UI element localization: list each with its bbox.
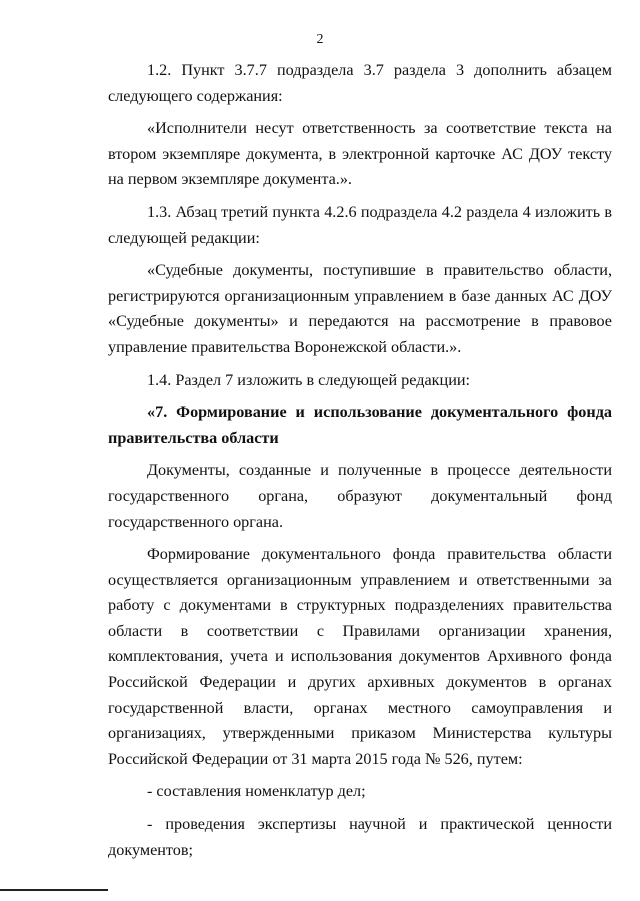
page-number: 2 xyxy=(316,32,324,47)
paragraph-formation: Формирование документального фонда правительства области осуществляется организационным управлением и ответственными за работу с документами в структурных подразделениях правительства области в соответствии с Правилами организации хранения, комплектования, учета и использования документов Архивного фонда Российской Федерации и других архивных документов в органах государственной власти, органах местного самоуправления и организациях, утвержденными приказом Министерства культуры Российской Федерации от 31 марта 2015 года № 526, путем: xyxy=(108,545,612,768)
paragraph-1-3: 1.3. Абзац третий пункта 4.2.6 подраздела 4.2 раздела 4 изложить в следующей редакции: xyxy=(108,202,612,247)
paragraph-1-2-quote: «Исполнители несут ответственность за соответствие текста на втором экземпляре документа, в электронной карточке АС ДОУ тексту на первом экземпляре документа.». xyxy=(108,119,612,189)
paragraph-1-4: 1.4. Раздел 7 изложить в следующей редакции: xyxy=(147,370,471,389)
footnote-rule xyxy=(0,889,108,891)
paragraph-1-2: 1.2. Пункт 3.7.7 подраздела 3.7 раздела 3 дополнить абзацем следующего содержания: xyxy=(108,61,612,105)
list-item-expertise: - проведения экспертизы научной и практической ценности документов; xyxy=(108,815,612,859)
section-7-heading: «7. Формирование и использование документального фонда правительства области xyxy=(108,403,612,447)
list-item-nomenclature: - составления номенклатур дел; xyxy=(147,782,366,801)
document-body xyxy=(108,58,612,863)
paragraph-1-3-quote: «Судебные документы, поступившие в правительство области, регистрируются организационным управлением в базе данных АС ДОУ «Судебные документы» и передаются на рассмотрение в правовое управление правительства Воронежской области.». xyxy=(108,261,612,356)
paragraph-documents: Документы, созданные и полученные в процессе деятельности государственного органа, образуют документальный фонд государственного органа. xyxy=(108,461,612,531)
